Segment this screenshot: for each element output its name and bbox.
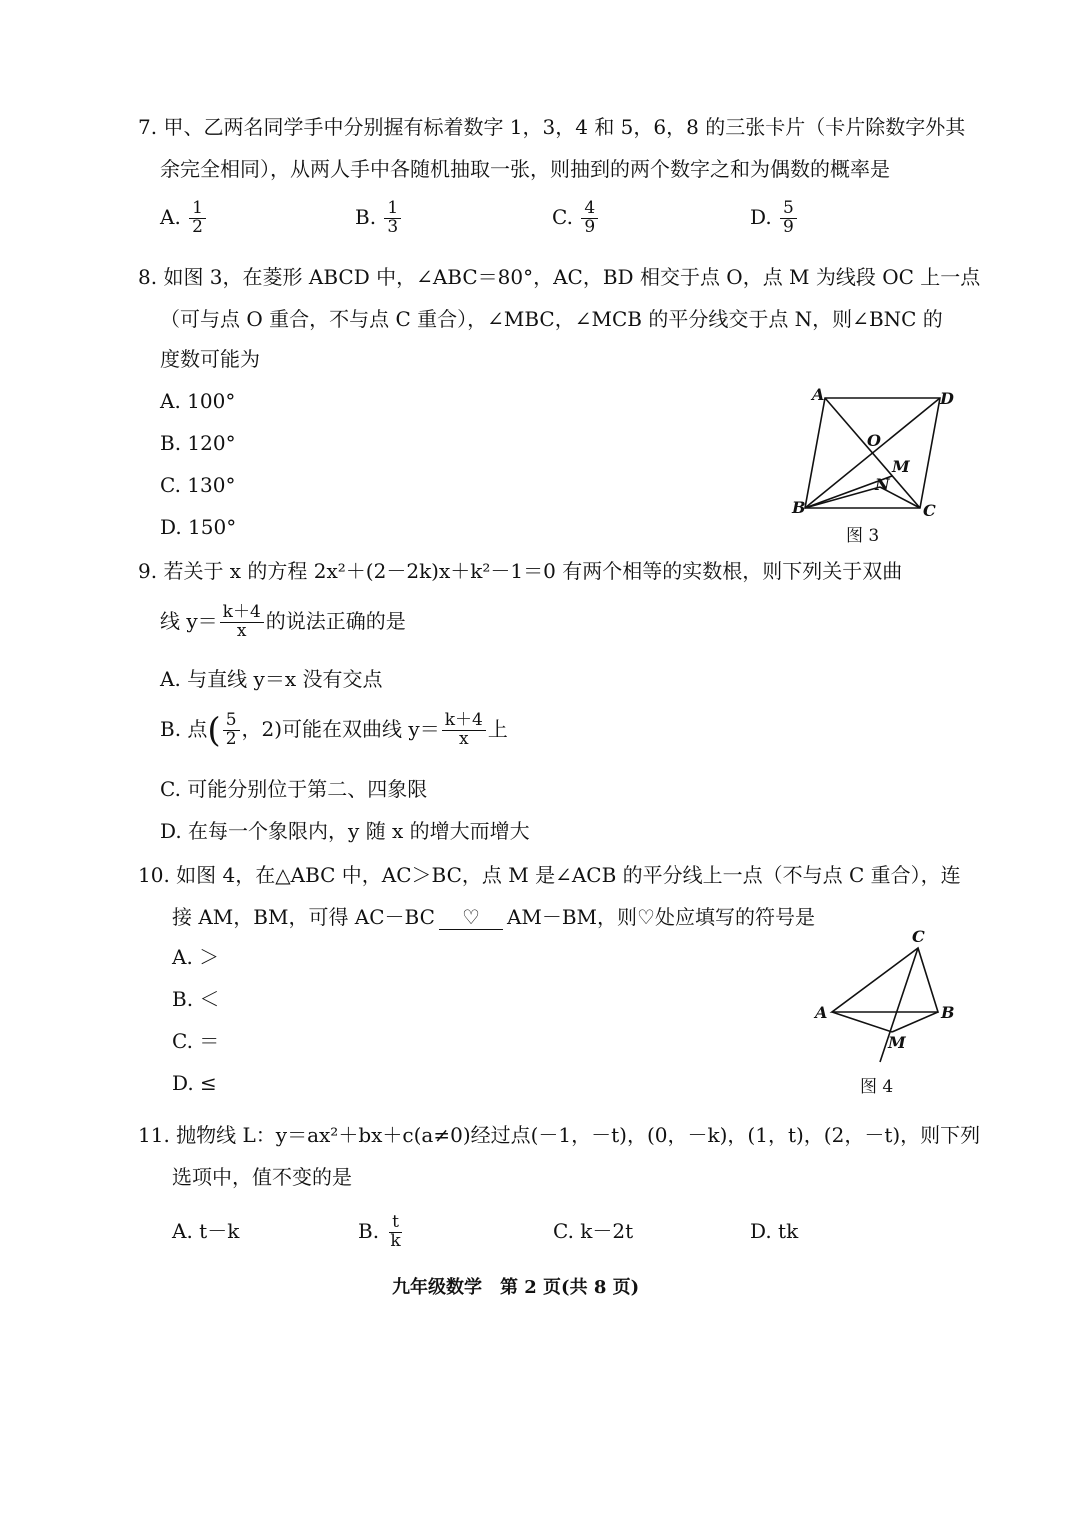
q11-option-a: A. t－k	[172, 1219, 240, 1243]
q9-option-b: B. 点( $\frac{5}{2}$ ，2)可能在双曲线 y＝ $\frac{k+4}{x}$ 上	[160, 710, 508, 751]
segment-am	[832, 1012, 892, 1032]
label-o: O	[867, 431, 881, 450]
label-c: C	[923, 501, 936, 520]
page-footer: 九年级数学 第 2 页(共 8 页)	[392, 1277, 640, 1298]
answer-blank: ♡	[439, 906, 503, 930]
label-b: B	[792, 498, 806, 517]
q7-option-b: B. $\frac{1}{3}$	[355, 200, 403, 237]
q10-option-d: D. ≤	[172, 1071, 217, 1095]
triangle-abc	[832, 948, 938, 1012]
q9-line2: 线 y＝ $\frac{k+4}{x}$ 的说法正确的是	[160, 602, 406, 641]
q11-line1: 11. 抛物线 L：y＝ax²＋bx＋c(a≠0)经过点(－1，－t)，(0，－k)，(1，t)，(2，－t)，则下列	[138, 1123, 981, 1147]
q11-option-c: C. k－2t	[553, 1219, 634, 1243]
q7-line2: 余完全相同），从两人手中各随机抽取一张，则抽到的两个数字之和为偶数的概率是	[160, 157, 890, 181]
q7-line1: 7. 甲、乙两名同学手中分别握有标着数字 1，3，4 和 5，6，8 的三张卡片（卡片除数字外其	[138, 115, 966, 139]
figure-4-triangle	[800, 920, 970, 1070]
q11-option-d: D. tk	[750, 1219, 799, 1243]
segment-bn	[805, 487, 880, 508]
q8-option-b: B. 120°	[160, 431, 236, 455]
q8-option-a: A. 100°	[160, 389, 236, 413]
q10-option-b: B. ＜	[172, 987, 220, 1011]
q8-option-c: C. 130°	[160, 473, 236, 497]
label-a: A	[815, 1003, 828, 1022]
q9-option-c: C. 可能分别位于第二、四象限	[160, 777, 428, 801]
diagonal-bd	[805, 398, 940, 508]
label-a: A	[812, 385, 825, 404]
q8-line1: 8. 如图 3，在菱形 ABCD 中，∠ABC＝80°，AC，BD 相交于点 O，点 M 为线段 OC 上一点	[138, 265, 981, 289]
q8-line2: （可与点 O 重合，不与点 C 重合），∠MBC，∠MCB 的平分线交于点 N，则∠BNC 的	[160, 307, 943, 331]
label-d: D	[940, 389, 954, 408]
q10-option-a: A. ＞	[172, 945, 220, 969]
q10-line1: 10. 如图 4，在△ABC 中，AC＞BC，点 M 是∠ACB 的平分线上一点（不与点 C 重合），连	[138, 863, 961, 887]
q8-line3: 度数可能为	[160, 347, 260, 371]
q7-option-a: A. $\frac{1}{2}$	[160, 200, 208, 237]
q10-line2: 接 AM，BM，可得 AC－BC ♡ AM－BM，则♡处应填写的符号是	[172, 905, 815, 929]
q11-line2: 选项中，值不变的是	[172, 1165, 352, 1189]
q11-option-b: B. $\frac{t}{k}$	[358, 1212, 401, 1251]
figure-3-rhombus	[780, 380, 970, 550]
label-c: C	[912, 927, 925, 946]
label-b: B	[941, 1003, 955, 1022]
label-n: N	[875, 475, 890, 494]
q9-option-a: A. 与直线 y＝x 没有交点	[160, 667, 383, 691]
q10-option-c: C. ＝	[172, 1029, 220, 1053]
q8-option-d: D. 150°	[160, 515, 237, 539]
segment-bm	[892, 1012, 938, 1032]
q9-option-d: D. 在每一个象限内，y 随 x 的增大而增大	[160, 819, 530, 843]
figure-3-caption: 图 3	[846, 526, 880, 546]
label-m: M	[892, 457, 910, 476]
label-m: M	[888, 1033, 906, 1052]
q7-option-c: C. $\frac{4}{9}$	[552, 200, 600, 237]
q9-line1: 9. 若关于 x 的方程 2x²＋(2－2k)x＋k²－1＝0 有两个相等的实数根，则下列关于双曲	[138, 559, 903, 583]
figure-4-caption: 图 4	[860, 1077, 894, 1097]
q7-option-d: D. $\frac{5}{9}$	[750, 200, 799, 237]
